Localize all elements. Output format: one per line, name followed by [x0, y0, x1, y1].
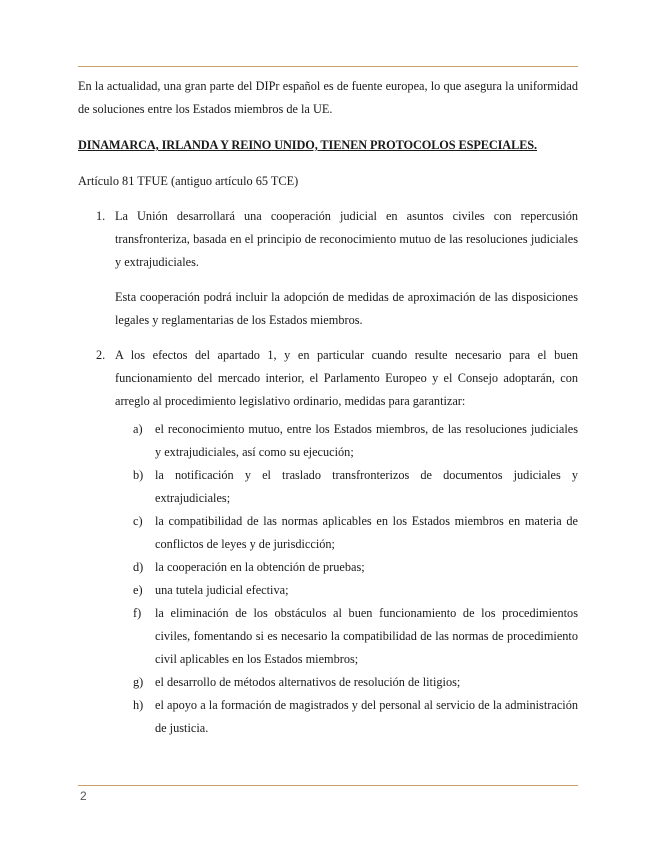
lettered-list — [115, 418, 578, 740]
document-body — [78, 75, 578, 740]
numbered-item-2 — [78, 344, 578, 740]
section-heading: DINAMARCA, IRLANDA Y REINO UNIDO, TIENEN PROTOCOLOS ESPECIALES. — [78, 138, 538, 152]
numbered-marker: 1. — [96, 209, 106, 223]
lettered-marker: e) — [133, 583, 143, 597]
page-number: 2 — [80, 789, 87, 803]
numbered-item-text: A los efectos del apartado 1, y en particular cuando resulte necesario para el buen funcionamiento del mercado interior, el Parlamento Europeo y el Consejo adoptarán, con arreglo al procedimiento legislativo ordinario, medidas para garantizar: — [115, 348, 578, 408]
lettered-item — [115, 671, 578, 694]
lettered-item-text: la eliminación de los obstáculos al buen funcionamiento de los procedimientos civiles, fomentando si es necesario la compatibilidad de las normas de procedimiento civil aplicables en los Estados miembros; — [155, 606, 578, 666]
numbered-marker: 2. — [96, 348, 106, 362]
lettered-item-text: el apoyo a la formación de magistrados y del personal al servicio de la administración de justicia. — [155, 698, 578, 735]
lettered-item-text: una tutela judicial efectiva; — [155, 583, 289, 597]
lettered-marker: a) — [133, 422, 143, 436]
numbered-item-extra: Esta cooperación podrá incluir la adopción de medidas de aproximación de las disposiciones legales y reglamentarias de los Estados miembros. — [115, 290, 578, 327]
lettered-item-text: el desarrollo de métodos alternativos de resolución de litigios; — [155, 675, 461, 689]
numbered-item-text: La Unión desarrollará una cooperación judicial en asuntos civiles con repercusión transfronteriza, basada en el principio de reconocimiento mutuo de las resoluciones judiciales y extrajudiciales. — [115, 209, 578, 269]
lettered-item-text: la compatibilidad de las normas aplicables en los Estados miembros en materia de conflictos de leyes y de jurisdicción; — [155, 514, 578, 551]
intro-paragraph: En la actualidad, una gran parte del DIPr español es de fuente europea, lo que asegura la uniformidad de soluciones entre los Estados miembros de la UE. — [78, 79, 578, 116]
article-title: Artículo 81 TFUE (antiguo artículo 65 TCE) — [78, 174, 299, 188]
lettered-item — [115, 694, 578, 740]
lettered-marker: d) — [133, 560, 144, 574]
lettered-item — [115, 579, 578, 602]
lettered-marker: g) — [133, 675, 144, 689]
lettered-item-text: el reconocimiento mutuo, entre los Estados miembros, de las resoluciones judiciales y extrajudiciales, así como su ejecución; — [155, 422, 578, 459]
top-rule — [78, 66, 578, 67]
lettered-marker: f) — [133, 606, 142, 620]
lettered-item — [115, 556, 578, 579]
lettered-item-text: la cooperación en la obtención de pruebas; — [155, 560, 365, 574]
numbered-item-1 — [78, 205, 578, 332]
bottom-rule — [78, 785, 578, 786]
lettered-marker: b) — [133, 468, 144, 482]
lettered-item — [115, 510, 578, 556]
lettered-item-text: la notificación y el traslado transfronterizos de documentos judiciales y extrajudiciales; — [155, 468, 578, 505]
lettered-item — [115, 602, 578, 671]
lettered-marker: c) — [133, 514, 143, 528]
lettered-marker: h) — [133, 698, 144, 712]
numbered-list — [78, 205, 578, 740]
lettered-item — [115, 418, 578, 464]
lettered-item — [115, 464, 578, 510]
